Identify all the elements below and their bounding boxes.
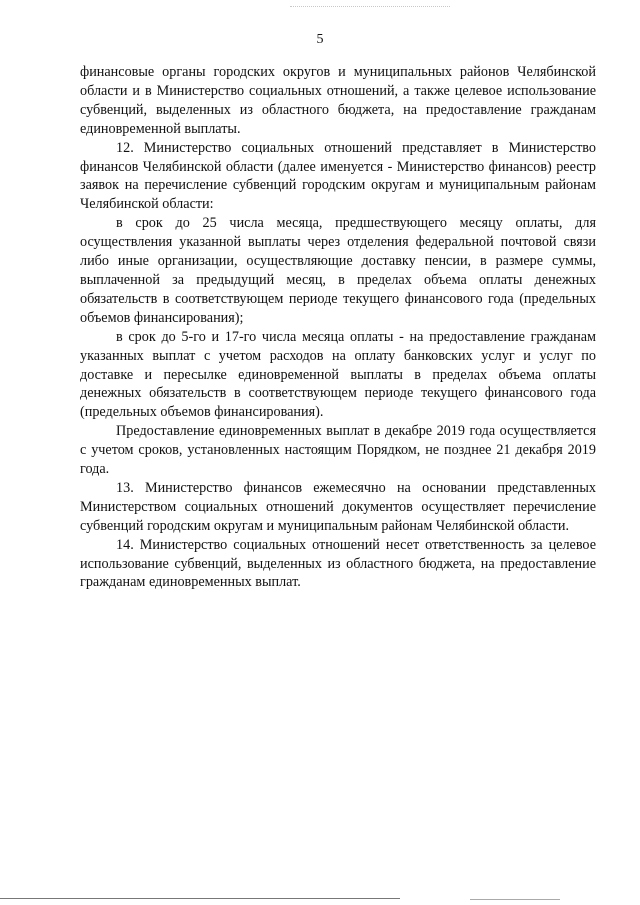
document-body [80,63,596,592]
scan-edge-line-right [470,899,560,900]
paragraph-december-2019: Предоставление единовременных выплат в декабре 2019 года осуществляется с учетом сроков, установленных настоящим Порядком, не позднее 21 декабря 2019 года. [80,423,596,478]
paragraph-12-deadline-5-17: в срок до 5-го и 17-го числа месяца оплаты - на предоставление гражданам указанных выплат с учетом расходов на оплату банковских услуг и услуг по доставке и пересылке единовременной выплаты в пределах объема оплаты денежных обязательств в соответствующем периоде текущего финансового года (предельных объемов финансирования). [80,328,596,421]
paragraph-12: 12. Министерство социальных отношений представляет в Министерство финансов Челябинской области (далее именуется - Министерство финансов) реестр заявок на перечисление субвенций городским округам и муниципальным районам Челябинской области: [80,139,596,213]
paragraph-14: 14. Министерство социальных отношений несет ответственность за целевое использование субвенций, выделенных из областного бюджета, на предоставление гражданам единовременных выплат. [80,536,596,591]
paragraph-13: 13. Министерство финансов ежемесячно на основании представленных Министерством социальных отношений документов осуществляет перечисление субвенций городским округам и муниципальным районам Челябинской области. [80,479,596,534]
paragraph-12-deadline-25: в срок до 25 числа месяца, предшествующего месяцу оплаты, для осуществления указанной выплаты через отделения федеральной почтовой связи либо иные организации, осуществляющие доставку пенсии, в размере суммы, выплаченной за предыдущий месяц, в пределах объема оплаты денежных обязательств в соответствующем периоде текущего финансового года (предельных объемов финансирования); [80,215,596,326]
scan-edge-line [0,898,400,899]
paragraph-continuation: финансовые органы городских округов и муниципальных районов Челябинской области и в Министерство социальных отношений, а также целевое использование субвенций, выделенных из областного бюджета, на предоставление гражданам единовременной выплаты. [80,64,596,137]
scan-artifact-top [290,6,450,9]
page-number: 5 [316,32,324,47]
